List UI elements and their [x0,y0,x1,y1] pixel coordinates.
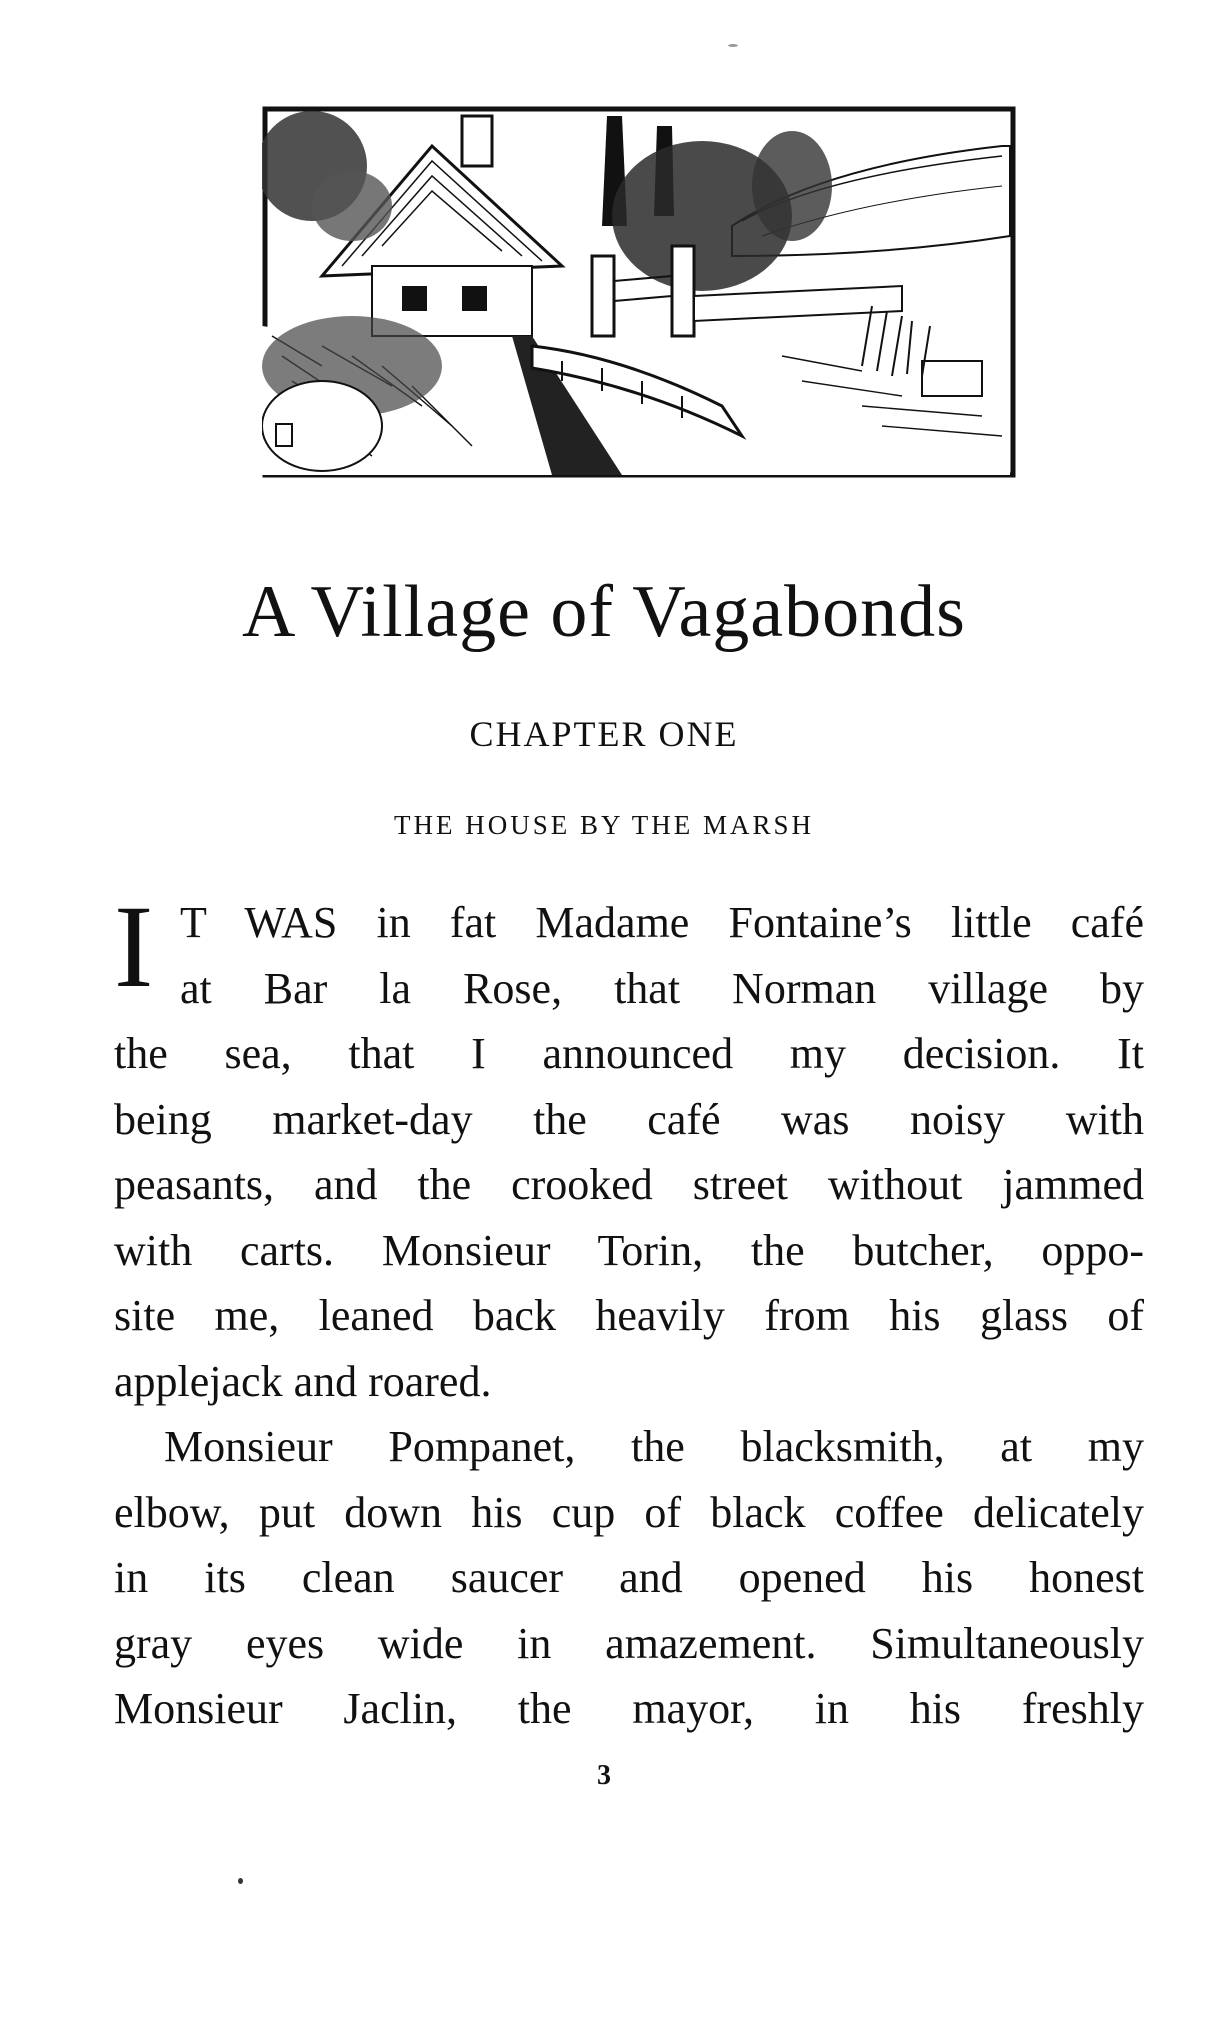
paragraph-line: Monsieur Jaclin, the mayor, in his freshly [114,1684,1144,1733]
drop-cap: I [114,881,154,1012]
paragraph-line: T WAS in fat Madame Fontaine’s little café [180,898,1144,947]
paragraph-line: site me, leaned back heavily from his glass of [114,1291,1144,1340]
paragraph-line: in its clean saucer and opened his honest [114,1553,1144,1602]
paragraph-line: elbow, put down his cup of black coffee delicately [114,1487,1144,1537]
body-text [114,881,1144,1742]
paragraph-line: peasants, and the crooked street without jammed [114,1160,1144,1209]
paragraph-line: at Bar la Rose, that Norman village by [180,963,1144,1013]
book-title: A Village of Vagabonds [242,571,966,653]
paragraph-line: the sea, that I announced my decision. It [114,1029,1144,1078]
paper-speck [238,1878,243,1884]
village-illustration [262,106,1016,478]
paragraph-line: with carts. Monsieur Torin, the butcher, oppo- [114,1225,1144,1275]
paragraph-line: gray eyes wide in amazement. Simultaneously [114,1618,1144,1668]
paper-speck [728,44,738,47]
village-cottage-engraving-icon [262,106,1016,478]
paragraph-line: Monsieur Pompanet, the blacksmith, at my [164,1422,1144,1471]
paragraph-line: applejack and roared. [114,1356,492,1406]
page-number: 3 [597,1760,611,1791]
chapter-subtitle: THE HOUSE BY THE MARSH [393,810,815,840]
paragraph-line: being market-day the café was noisy with [114,1094,1144,1144]
chapter-heading: CHAPTER ONE [469,714,739,754]
